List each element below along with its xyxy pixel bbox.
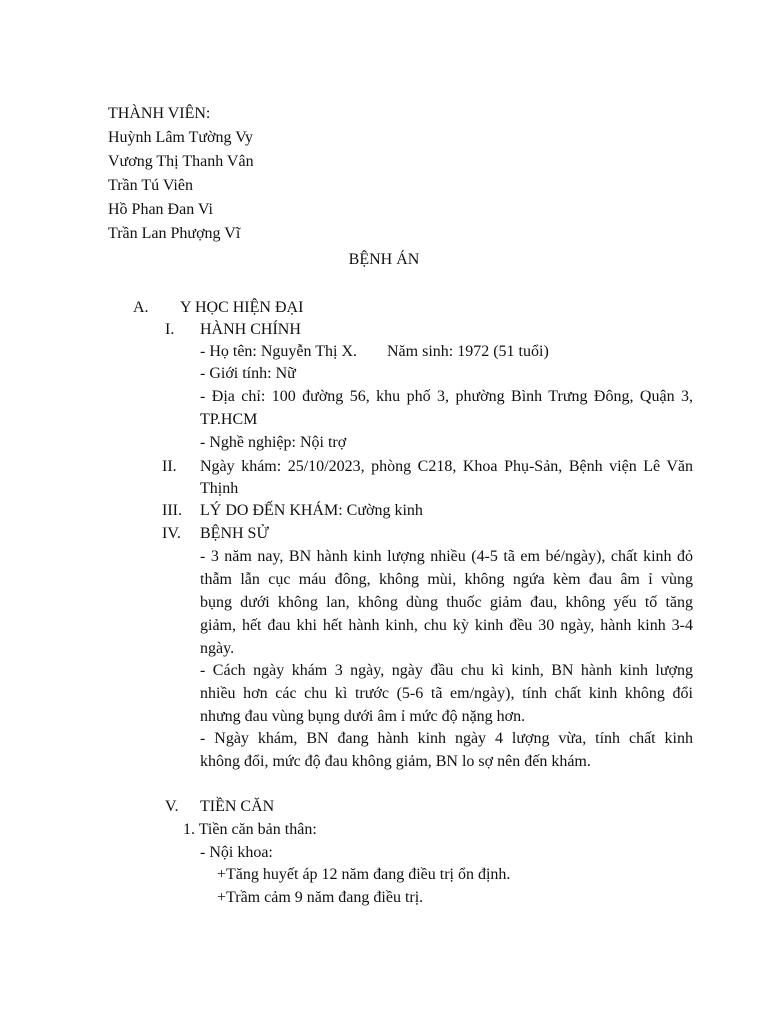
- section-ii-marker: II.: [162, 458, 177, 475]
- document-title: BỆNH ÁN: [348, 251, 420, 268]
- member-name: Huỳnh Lâm Tường Vy: [108, 129, 253, 146]
- patient-occupation: - Nghề nghiệp: Nội trợ: [200, 434, 347, 451]
- history-line: - Cách ngày khám 3 ngày, ngày đầu chu kì kinh, BN hành kinh lượng: [200, 662, 693, 679]
- personal-history-heading: 1. Tiền căn bản thân:: [183, 821, 317, 838]
- patient-birth-year: Năm sinh: 1972 (51 tuổi): [387, 343, 549, 360]
- history-line: - Ngày khám, BN đang hành kinh ngày 4 lượng vừa, tính chất kinh: [200, 730, 693, 747]
- history-line: - 3 năm nay, BN hành kinh lượng nhiều (4-5 tã em bé/ngày), chất kinh đỏ: [200, 548, 693, 565]
- history-line: không đổi, mức độ đau không giảm, BN lo sợ nên đến khám.: [200, 753, 591, 770]
- section-i-heading: HÀNH CHÍNH: [200, 321, 301, 338]
- patient-name: - Họ tên: Nguyễn Thị X.: [200, 343, 358, 360]
- member-name: Vương Thị Thanh Vân: [108, 153, 254, 170]
- section-iv-heading: BỆNH SỬ: [200, 525, 269, 542]
- patient-address: - Địa chỉ: 100 đường 56, khu phố 3, phường Bình Trưng Đông, Quận 3,: [200, 388, 693, 405]
- exam-date-cont: Thịnh: [200, 480, 239, 497]
- patient-gender: - Giới tính: Nữ: [200, 365, 296, 382]
- exam-date: Ngày khám: 25/10/2023, phòng C218, Khoa Phụ-Sản, Bệnh viện Lê Văn: [200, 458, 693, 475]
- members-heading: THÀNH VIÊN:: [108, 105, 211, 122]
- medical-history-item: +Tăng huyết áp 12 năm đang điều trị ổn định.: [217, 866, 511, 883]
- section-iii-marker: III.: [162, 502, 182, 519]
- section-v-marker: V.: [165, 798, 179, 815]
- patient-address-cont: TP.HCM: [200, 411, 258, 428]
- member-name: Trần Tú Viên: [108, 177, 193, 194]
- history-line: nhiều hơn các chu kì trước (5-6 tã em/ngày), tính chất kinh không đổi: [200, 685, 693, 702]
- section-iv-marker: IV.: [162, 525, 181, 542]
- history-line: thẫm lẫn cục máu đông, không mùi, không ngứa kèm đau âm ỉ vùng: [200, 571, 693, 588]
- section-a-heading: Y HỌC HIỆN ĐẠI: [180, 299, 304, 316]
- history-line: nhưng đau vùng bụng dưới âm ỉ mức độ nặng hơn.: [200, 708, 526, 725]
- member-name: Hồ Phan Đan Vi: [108, 201, 213, 218]
- internal-medicine-heading: - Nội khoa:: [200, 844, 273, 861]
- member-name: Trần Lan Phượng Vĩ: [108, 225, 241, 242]
- section-i-marker: I.: [165, 321, 175, 338]
- visit-reason: LÝ DO ĐẾN KHÁM: Cường kinh: [200, 502, 423, 519]
- section-v-heading: TIỀN CĂN: [200, 798, 275, 815]
- medical-history-item: +Trầm cảm 9 năm đang điều trị.: [217, 889, 424, 906]
- section-a-marker: A.: [133, 299, 149, 316]
- history-line: ngày.: [200, 640, 235, 657]
- history-line: bụng dưới không lan, không dùng thuốc giảm đau, không yếu tố tăng: [200, 594, 693, 611]
- history-line: giảm, hết đau khi hết hành kinh, chu kỳ kinh đều 30 ngày, hành kinh 3-4: [200, 617, 693, 634]
